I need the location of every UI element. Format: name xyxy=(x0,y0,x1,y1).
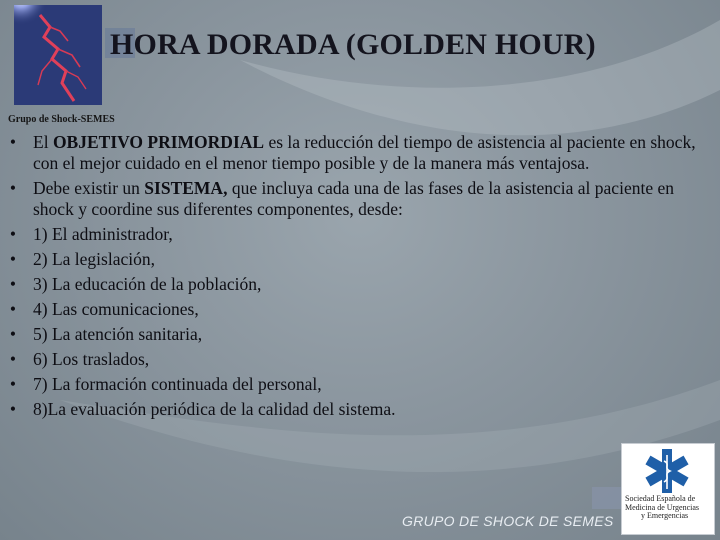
bullet-item: • 6) Los traslados, xyxy=(6,349,716,370)
bullet-dot: • xyxy=(9,324,17,344)
bullet-item: • Debe existir un SISTEMA, que incluya cada una de las fases de la asistencia al paciente en shock y coordine sus diferentes componentes, desde: xyxy=(6,178,716,220)
bullet-dot: • xyxy=(9,349,17,369)
bullet-dot: • xyxy=(9,249,17,269)
lightning-logo xyxy=(14,5,102,105)
bullet-dot: • xyxy=(9,224,17,244)
bullet-list xyxy=(6,132,716,424)
bullet-item: • El OBJETIVO PRIMORDIAL es la reducción del tiempo de asistencia al paciente en shock, con el mejor cuidado en el menor tiempo posible y de la manera más ventajosa. xyxy=(6,132,716,174)
bullet-dot: • xyxy=(9,132,17,152)
bullet-item: • 3) La educación de la población, xyxy=(6,274,716,295)
semes-logo-text: Sociedad Española de Medicina de Urgencias y Emergencias xyxy=(625,494,700,520)
bullet-dot: • xyxy=(9,178,17,198)
bullet-item: • 7) La formación continuada del personal, xyxy=(6,374,716,395)
footer-label: GRUPO DE SHOCK DE SEMES xyxy=(402,513,614,529)
group-label: Grupo de Shock-SEMES xyxy=(8,114,115,125)
bullet-dot: • xyxy=(9,399,17,419)
lightning-icon xyxy=(14,5,102,105)
bullet-item: • 1) El administrador, xyxy=(6,224,716,245)
bullet-item: • 4) Las comunicaciones, xyxy=(6,299,716,320)
bullet-item: • 2) La legislación, xyxy=(6,249,716,270)
bullet-item: • 5) La atención sanitaria, xyxy=(6,324,716,345)
bullet-item: • 8)La evaluación periódica de la calidad del sistema. xyxy=(6,399,716,420)
bullet-dot: • xyxy=(9,274,17,294)
bullet-dot: • xyxy=(9,299,17,319)
semes-logo xyxy=(621,443,715,535)
star-of-life-icon xyxy=(640,447,694,495)
footer-accent-square xyxy=(592,487,622,509)
slide-title: HORA DORADA (GOLDEN HOUR) xyxy=(110,28,596,61)
bullet-dot: • xyxy=(9,374,17,394)
